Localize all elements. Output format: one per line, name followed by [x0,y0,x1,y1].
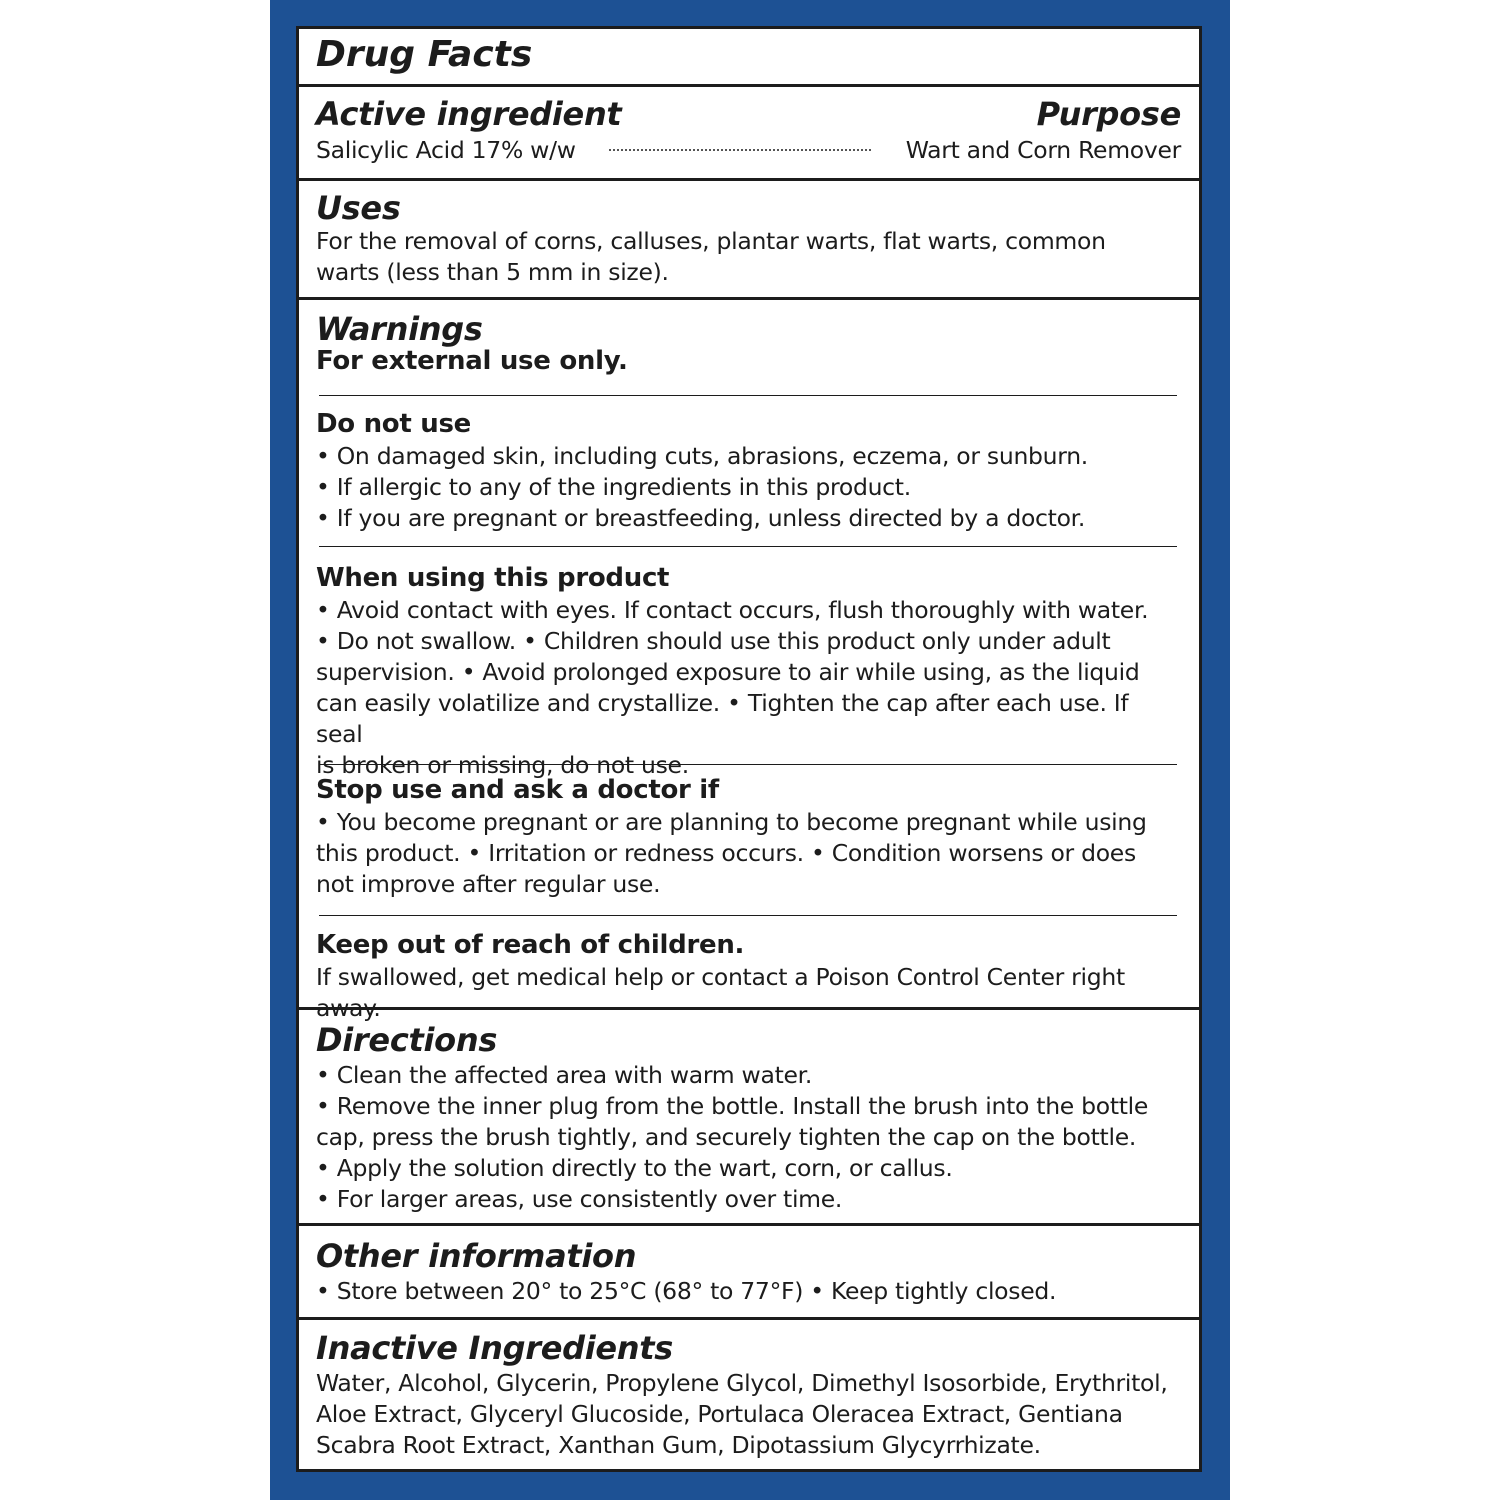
list-item: • Do not swallow. • Children should use this product only under adult [316,627,1111,655]
uses-line: warts (less than 5 mm in size). [316,258,669,286]
thin-divider [319,764,1177,765]
list-item: Scabra Root Extract, Xanthan Gum, Dipotassium Glycyrrhizate. [316,1431,1041,1459]
divider [299,178,1199,181]
inactive-ingredients-heading: Inactive Ingredients [316,1329,674,1367]
when-using-heading: When using this product [316,563,670,593]
thin-divider [319,915,1177,916]
directions-heading: Directions [316,1021,498,1059]
list-item: • Apply the solution directly to the wart, corn, or callus. [316,1154,953,1182]
purpose-heading: Purpose [1036,95,1181,133]
other-info-heading: Other information [316,1237,637,1275]
divider [299,1317,1199,1320]
divider [299,1007,1199,1010]
when-using-list [316,595,1179,781]
stop-use-heading: Stop use and ask a doctor if [316,775,719,805]
list-item: can easily volatilize and crystallize. • Tighten the cap after each use. If seal [316,689,1129,748]
list-item: this product. • Irritation or redness occurs. • Condition worsens or does [316,839,1136,867]
list-item: supervision. • Avoid prolonged exposure to air while using, as the liquid [316,658,1140,686]
uses-text [316,226,1179,288]
list-item: • Remove the inner plug from the bottle. Install the brush into the bottle [316,1092,1149,1120]
thin-divider [319,546,1177,547]
thin-divider [319,395,1177,396]
list-item: Water, Alcohol, Glycerin, Propylene Glycol, Dimethyl Isosorbide, Erythritol, [316,1369,1168,1397]
list-item: cap, press the brush tightly, and securely tighten the cap on the bottle. [316,1123,1137,1151]
inactive-ingredients-text [316,1368,1179,1461]
divider [299,297,1199,300]
stop-use-list [316,807,1179,900]
list-item: not improve after regular use. [316,870,661,898]
list-item: • Clean the affected area with warm water. [316,1061,813,1089]
purpose-value: Wart and Corn Remover [905,136,1181,164]
list-item: • If allergic to any of the ingredients in this product. [316,473,911,501]
drug-facts-title: Drug Facts [316,34,533,75]
active-ingredient-value: Salicylic Acid 17% w/w [316,136,576,164]
list-item: • Avoid contact with eyes. If contact occurs, flush thoroughly with water. [316,596,1149,624]
list-item: • Store between 20° to 25°C (68° to 77°F) • Keep tightly closed. [316,1277,1057,1305]
list-item: If swallowed, get medical help or contact a Poison Control Center right away. [316,963,1125,1022]
list-item: • For larger areas, use consistently over time. [316,1185,843,1213]
keep-out-heading: Keep out of reach of children. [316,930,745,960]
other-info-text [316,1276,1179,1307]
directions-list [316,1060,1179,1215]
external-use-text: For external use only. [316,346,628,376]
divider [299,84,1199,87]
list-item: • You become pregnant or are planning to become pregnant while using [316,808,1147,836]
list-item: Aloe Extract, Glyceryl Glucoside, Portulaca Oleracea Extract, Gentiana [316,1400,1123,1428]
list-item: is broken or missing, do not use. [316,751,689,779]
uses-heading: Uses [316,189,401,227]
active-ingredient-heading: Active ingredient [316,95,622,133]
divider [299,1223,1199,1226]
list-item: • On damaged skin, including cuts, abrasions, eczema, or sunburn. [316,442,1088,470]
list-item: • If you are pregnant or breastfeeding, unless directed by a doctor. [316,504,1086,532]
warnings-heading: Warnings [316,310,483,348]
leader-dots [609,149,871,151]
drug-facts-panel [296,26,1202,1472]
keep-out-text [316,962,1179,1024]
uses-line: For the removal of corns, calluses, plantar warts, flat warts, common [316,227,1106,255]
do-not-use-list [316,441,1179,534]
do-not-use-heading: Do not use [316,409,471,439]
